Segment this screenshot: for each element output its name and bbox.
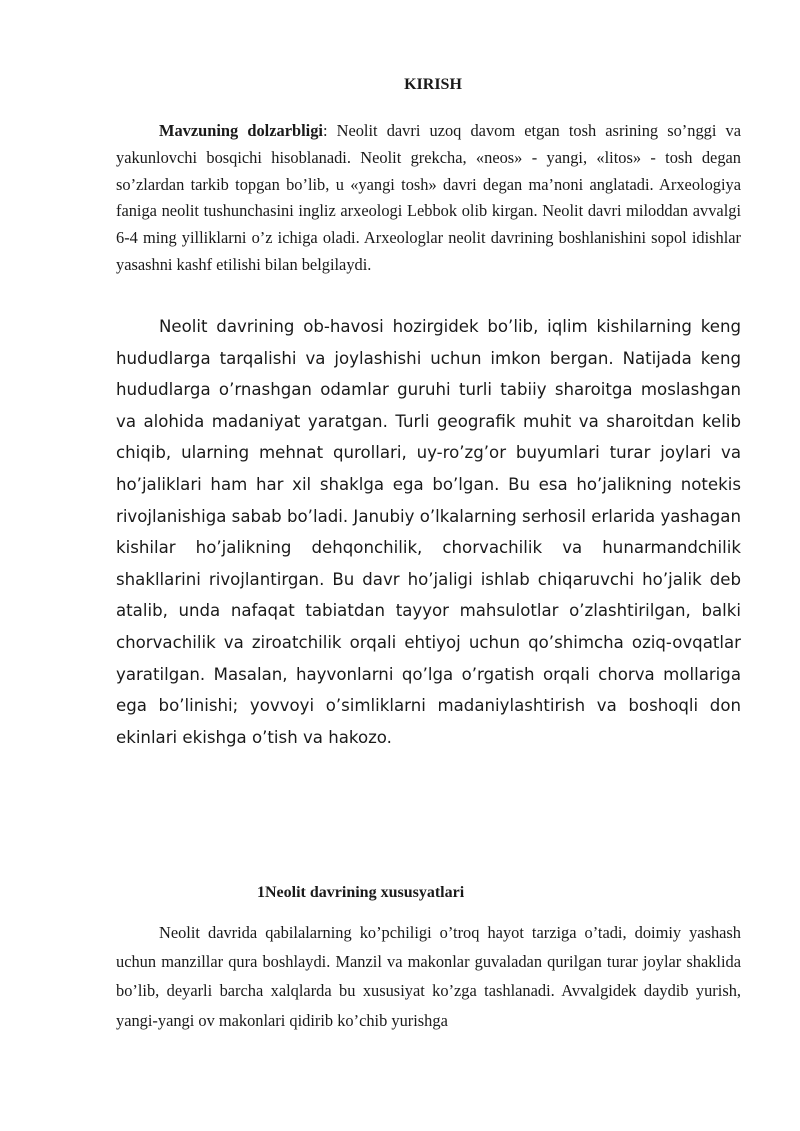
- page-title: KIRISH: [404, 76, 462, 93]
- intro-paragraph: [116, 118, 741, 279]
- body-paragraph-climate: Neolit davrining ob-havosi hozirgidek bo’lib, iqlim kishilarning keng hududlarga tarqalishi va joylashishi uchun imkon bergan. Natijada keng hududlarga o’rnashgan odamlar guruhi turli tabiiy sharoitga moslashgan va alohida madaniyat yaratgan. Turli geografik muhit va sharoitdan kelib chiqib, ularning mehnat qurollari, uy-ro’zg’or buyumlari turar joylari va ho’jaliklari ham har xil shaklga ega bo’lgan. Bu esa ho’jalikning notekis rivojlanishiga sabab bo’ladi. Janubiy o’lkalarning serhosil erlarida yashagan kishilar ho’jalikning dehqonchilik, chorvachilik va hunarmandchilik shakllarini rivojlantirgan. Bu davr ho’jaligi ishlab chiqaruvchi ho’jalik deb atalib, unda nafaqat tabiatdan tayyor mahsulotlar o’zlashtirilgan, balki chorvachilik va ziroatchilik orqali ehtiyoj uchun qo’shimcha oziq-ovqatlar yaratilgan. Masalan, hayvonlarni qo’lga o’rgatish orqali chorva mollariga ega bo’linishi; yovvoyi o’simliklarni madaniylashtirish va boshoqli don ekinlari ekishga o’tish va hakozo.: [116, 317, 741, 747]
- intro-lead: Mavzuning dolzarbligi: [159, 121, 323, 140]
- section-heading: 1Neolit davrining xususyatlari: [257, 884, 465, 901]
- body-paragraph-settlement: Neolit davrida qabilalarning ko’pchiligi o’troq hayot tarziga o’tadi, doimiy yashash uchun manzillar qura boshlaydi. Manzil va makonlar guvaladan qurilgan turar joylar shaklida bo’lib, deyarli barcha xalqlarda bu xususiyat ko’zga tashlanadi. Avvalgidek daydib yurish, yangi-yangi ov makonlari qidirib ko’chib yurishga: [116, 923, 741, 1030]
- intro-text: : Neolit davri uzoq davom etgan tosh asrining so’nggi va yakunlovchi bosqichi hisoblanadi. Neolit grekcha, «neos» - yangi, «litos» - tosh degan so’zlardan tarkib topgan bo’lib, u «yangi tosh» davri degan ma’noni anglatadi. Arxeologiya faniga neolit tushunchasini ingliz arxeologi Lebbok olib kirgan. Neolit davri miloddan avvalgi 6-4 ming yilliklarni o’z ichiga oladi. Arxeologlar neolit davrining boshlanishini sopol idishlar yasashni kashf etilishi bilan belgilaydi.: [116, 121, 741, 274]
